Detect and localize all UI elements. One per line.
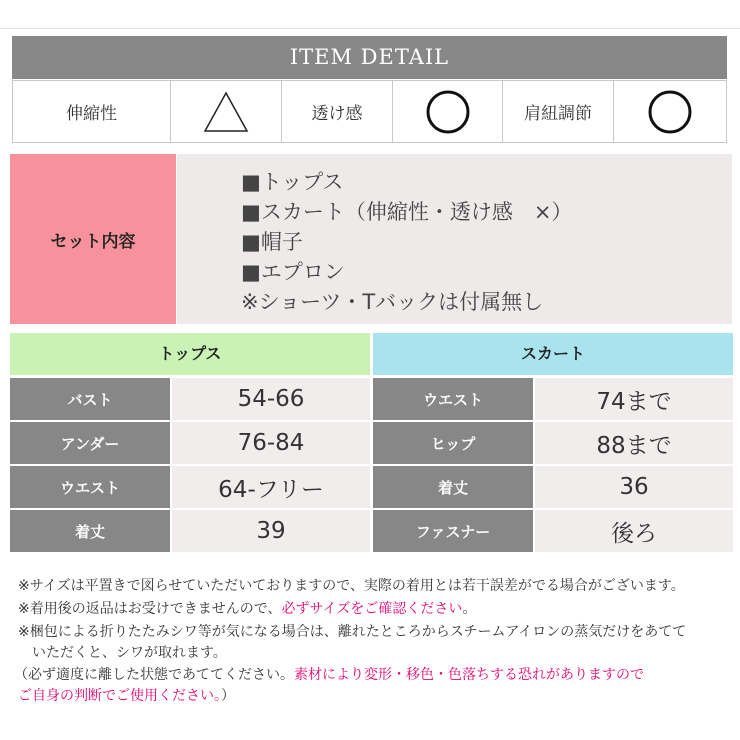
table-row — [10, 510, 370, 552]
tops-size-table — [10, 333, 370, 544]
note-wrinkles: ※梱包による折りたたみシワ等が気になる場合は、離れたところからスチームアイロンの蒸気だけをあてて — [18, 624, 687, 640]
size-value: 36 — [535, 466, 733, 508]
table-row — [373, 466, 733, 508]
note-size-measurement: ※サイズは平置きで図らせていただいておりますので、実際の着用とは若干誤差がでる場合がございます。 — [18, 578, 685, 594]
size-key: 着丈 — [373, 466, 533, 508]
note-emphasis: 素材により変形・移色・色落ちする恐れがありますので — [294, 667, 644, 683]
table-row — [373, 510, 733, 552]
note-steam-caution — [14, 664, 644, 684]
stretch-label: 伸縮性 — [66, 104, 117, 124]
size-value: 76-84 — [172, 422, 370, 464]
note-emphasis: ご自身の判断でご使用ください。 — [18, 688, 221, 704]
note-text: ） — [221, 688, 235, 704]
set-item: ■トップス — [241, 170, 344, 194]
size-value: 64-フリー — [172, 466, 370, 508]
attribute-row — [12, 80, 727, 145]
size-key: ウエスト — [10, 466, 170, 508]
set-item: ■スカート（伸縮性・透け感 ×） — [241, 200, 573, 224]
size-key: ウエスト — [373, 378, 533, 420]
strap-value — [613, 80, 727, 143]
size-value: 88まで — [535, 422, 733, 464]
note-emphasis: 必ずサイズをご確認ください — [281, 601, 463, 617]
sheer-label: 透け感 — [311, 104, 363, 124]
size-value: 39 — [172, 510, 370, 552]
table-row — [10, 378, 370, 420]
note-wrinkles-cont: いただくと、シワが取れます。 — [18, 645, 227, 661]
size-value: 74まで — [535, 378, 733, 420]
set-contents-list — [177, 154, 732, 324]
note-no-returns — [18, 598, 476, 618]
set-note: ※ショーツ・Tバックは付属無し — [241, 290, 544, 314]
table-row — [373, 422, 733, 464]
table-row — [10, 422, 370, 464]
note-text: ※着用後の返品はお受けできませんので、 — [18, 601, 282, 617]
note-text: （必ず適度に離した状態であててください。 — [14, 667, 294, 683]
tops-header: トップス — [10, 333, 370, 375]
set-item: ■帽子 — [241, 230, 303, 254]
size-value: 後ろ — [535, 510, 733, 552]
circle-icon — [425, 89, 471, 135]
attribute-label-sheer — [281, 80, 393, 143]
table-row — [373, 378, 733, 420]
size-key: バスト — [10, 378, 170, 420]
set-contents-label: セット内容 — [10, 154, 176, 324]
circle-icon — [647, 89, 693, 135]
triangle-icon — [202, 90, 250, 134]
size-key: アンダー — [10, 422, 170, 464]
skirt-header: スカート — [373, 333, 733, 375]
attribute-label-strap — [502, 80, 614, 143]
note-text: 。 — [462, 601, 477, 617]
attribute-label-stretch — [12, 80, 171, 143]
skirt-size-table — [373, 333, 733, 547]
size-key: ヒップ — [373, 422, 533, 464]
set-item: ■エプロン — [241, 260, 345, 284]
size-key: ファスナー — [373, 510, 533, 552]
sheer-value — [392, 80, 503, 143]
size-key: 着丈 — [10, 510, 170, 552]
note-steam-caution-cont — [18, 685, 235, 705]
strap-label: 肩紐調節 — [524, 104, 592, 124]
item-detail-title: ITEM DETAIL — [12, 36, 727, 79]
table-row — [10, 466, 370, 508]
top-divider — [0, 28, 740, 29]
stretch-value — [170, 80, 282, 143]
size-value: 54-66 — [172, 378, 370, 420]
